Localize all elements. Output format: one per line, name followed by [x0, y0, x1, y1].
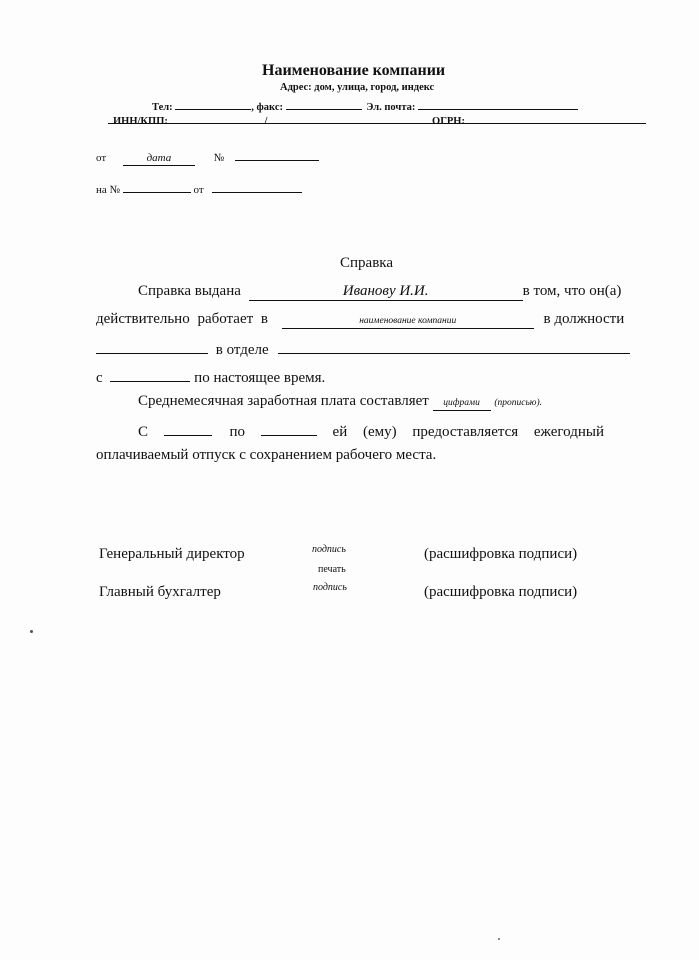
- department-label: в отделе: [215, 342, 269, 358]
- document-title: Справка: [340, 255, 393, 271]
- scan-speck: [30, 630, 33, 633]
- scan-speck: [498, 938, 500, 940]
- department-field: [278, 339, 630, 354]
- works-label: действительно работает в: [96, 311, 268, 327]
- date-field: дата: [123, 153, 195, 166]
- tel-label: Тел:: [152, 102, 173, 113]
- director-signature: подпись: [312, 544, 346, 555]
- issued-to-field: Иванову И.И.: [249, 284, 523, 301]
- number-label: №: [213, 152, 225, 164]
- vacation-from-label: С: [138, 424, 149, 440]
- director-signature-decode: (расшифровка подписи): [424, 546, 578, 562]
- tel-field: [175, 95, 251, 110]
- since-field: [110, 367, 190, 382]
- company-field: наименование компании: [282, 317, 534, 329]
- accountant-signature: подпись: [313, 582, 347, 593]
- ogrn-field: [468, 109, 616, 124]
- vacation-from-field: [164, 421, 212, 436]
- fax-label: , факс:: [251, 102, 283, 113]
- ogrn-label: ОГРН:: [432, 116, 465, 127]
- salary-line: [138, 393, 542, 411]
- email-field: [418, 95, 578, 110]
- inn-field: [171, 109, 265, 124]
- salary-amount-field: цифрами: [433, 399, 491, 411]
- vacation-line-2: оплачиваемый отпуск с сохранением рабочего места.: [96, 447, 437, 463]
- position-field: [96, 339, 208, 354]
- ref-number-field: [123, 178, 191, 193]
- number-field: [235, 146, 319, 161]
- company-address: Адрес: дом, улица, город, индекс: [280, 82, 435, 93]
- salary-label: Среднемесячная заработная плата составляет: [138, 393, 429, 409]
- accountant-title: Главный бухгалтер: [99, 584, 221, 600]
- ref-from-label: от: [193, 184, 204, 196]
- issued-to-line: [138, 283, 621, 301]
- registration-line: [113, 109, 616, 127]
- stamp-label: печать: [318, 564, 346, 575]
- email-label: Эл. почта:: [366, 102, 416, 113]
- reference-line: [96, 178, 302, 196]
- inn-separator: /: [264, 116, 268, 127]
- kpp-field: [267, 109, 403, 124]
- salary-words: (прописью).: [494, 398, 543, 408]
- issued-to-tail: в том, что он(а): [522, 283, 622, 299]
- department-line: [96, 339, 630, 359]
- works-line: [96, 311, 624, 329]
- accountant-signature-decode: (расшифровка подписи): [424, 584, 578, 600]
- header-rule: [108, 123, 646, 124]
- position-label: в должности: [543, 311, 625, 327]
- director-title: Генеральный директор: [99, 546, 245, 562]
- ref-number-label: на №: [96, 184, 121, 196]
- ref-date-field: [212, 178, 302, 193]
- vacation-to-field: [261, 421, 317, 436]
- outgoing-line: [96, 146, 319, 166]
- fax-field: [286, 95, 362, 110]
- from-label: от: [96, 152, 107, 164]
- inn-label: ИНН/КПП:: [113, 116, 168, 127]
- since-line: [96, 367, 325, 387]
- since-label: с: [96, 370, 103, 386]
- since-tail: по настоящее время.: [194, 370, 326, 386]
- issued-to-label: Справка выдана: [138, 283, 241, 299]
- vacation-text: ей (ему) предоставляется ежегодный: [332, 424, 604, 440]
- company-name: Наименование компании: [262, 62, 446, 79]
- vacation-line: [138, 421, 604, 441]
- vacation-to-label: по: [229, 424, 246, 440]
